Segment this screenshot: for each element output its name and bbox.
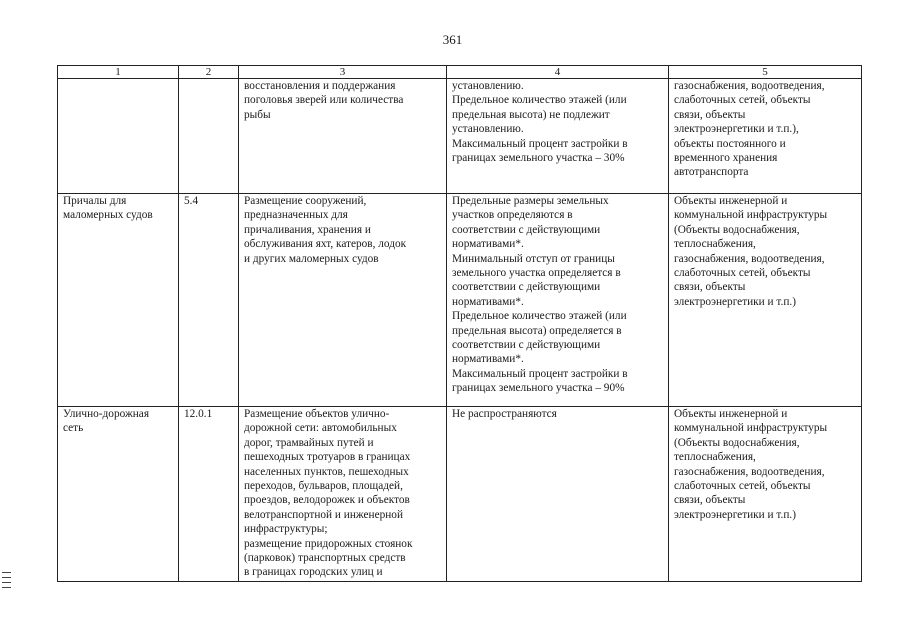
use-code-cell xyxy=(179,407,239,582)
use-description: Размещение объектов улично- дорожной сети: автомобильных дорог, трамвайных путей и пешеходных тротуаров в границах населенных пунктов, пешеходных переходов, бульваров, площадей, проездов, велодорожек и объектов велотранспортной и инженерной инфраструктуры; размещение придорожных стоянок (парковок) транспортных средств в границах городских улиц и xyxy=(244,408,413,579)
use-code-cell xyxy=(179,79,239,194)
auxiliary-objects-cell xyxy=(669,194,862,407)
auxiliary-objects-text: газоснабжения, водоотведения, слаботочных сетей, объекты связи, объекты электроэнергетики и т.п.), объекты постоянного и временного хранения автотранспорта xyxy=(674,80,825,179)
parameters-text: Предельные размеры земельных участков определяются в соответствии с действующими нормативами*. Минимальный отступ от границы земельного участка определяется в соответствии с действующими нормативами*. Предельное количество этажей (или предельная высота) определяется в соответствии с действующими нормативами*. Максимальный процент застройки в границах земельного участка – 90% xyxy=(452,195,628,395)
table-row xyxy=(58,194,862,407)
table-row xyxy=(58,407,862,582)
use-description-cell xyxy=(239,407,447,582)
use-name-cell xyxy=(58,79,179,194)
use-name-cell xyxy=(58,407,179,582)
column-header-3: 3 xyxy=(239,66,447,79)
column-header-5: 5 xyxy=(669,66,862,79)
use-code-cell xyxy=(179,194,239,407)
zoning-table xyxy=(57,65,862,582)
use-description-cell xyxy=(239,194,447,407)
use-name: Улично-дорожная сеть xyxy=(63,408,150,435)
use-name: Причалы для маломерных судов xyxy=(63,195,153,222)
use-description-cell xyxy=(239,79,447,194)
use-description: Размещение сооружений, предназначенных для причаливания, хранения и обслуживания яхт, катеров, лодок и других маломерных судов xyxy=(244,195,407,265)
parameters-cell xyxy=(447,194,669,407)
parameters-cell xyxy=(447,79,669,194)
auxiliary-objects-cell xyxy=(669,407,862,582)
auxiliary-objects-text: Объекты инженерной и коммунальной инфраструктуры (Объекты водоснабжения, теплоснабжения, газоснабжения, водоотведения, слаботочных сетей, объекты связи, объекты электроэнергетики и т.п.) xyxy=(674,195,828,308)
header-row xyxy=(58,66,862,79)
column-header-1: 1 xyxy=(58,66,179,79)
auxiliary-objects-text: Объекты инженерной и коммунальной инфраструктуры (Объекты водоснабжения, теплоснабжения, газоснабжения, водоотведения, слаботочных сетей, объекты связи, объекты электроэнергетики и т.п.) xyxy=(674,408,828,521)
column-header-4: 4 xyxy=(447,66,669,79)
use-code: 5.4 xyxy=(184,195,199,207)
auxiliary-objects-cell xyxy=(669,79,862,194)
use-description: восстановления и поддержания поголовья зверей или количества рыбы xyxy=(244,80,404,121)
table-row xyxy=(58,79,862,194)
parameters-cell xyxy=(447,407,669,582)
column-header-2: 2 xyxy=(179,66,239,79)
use-code: 12.0.1 xyxy=(184,408,213,420)
use-name-cell xyxy=(58,194,179,407)
scan-margin-mark xyxy=(2,572,11,592)
parameters-text: Не распространяются xyxy=(452,408,557,420)
parameters-text: установлению. Предельное количество этажей (или предельная высота) не подлежит установлению. Максимальный процент застройки в границах земельного участка – 30% xyxy=(452,80,628,165)
page-number: 361 xyxy=(442,32,463,47)
